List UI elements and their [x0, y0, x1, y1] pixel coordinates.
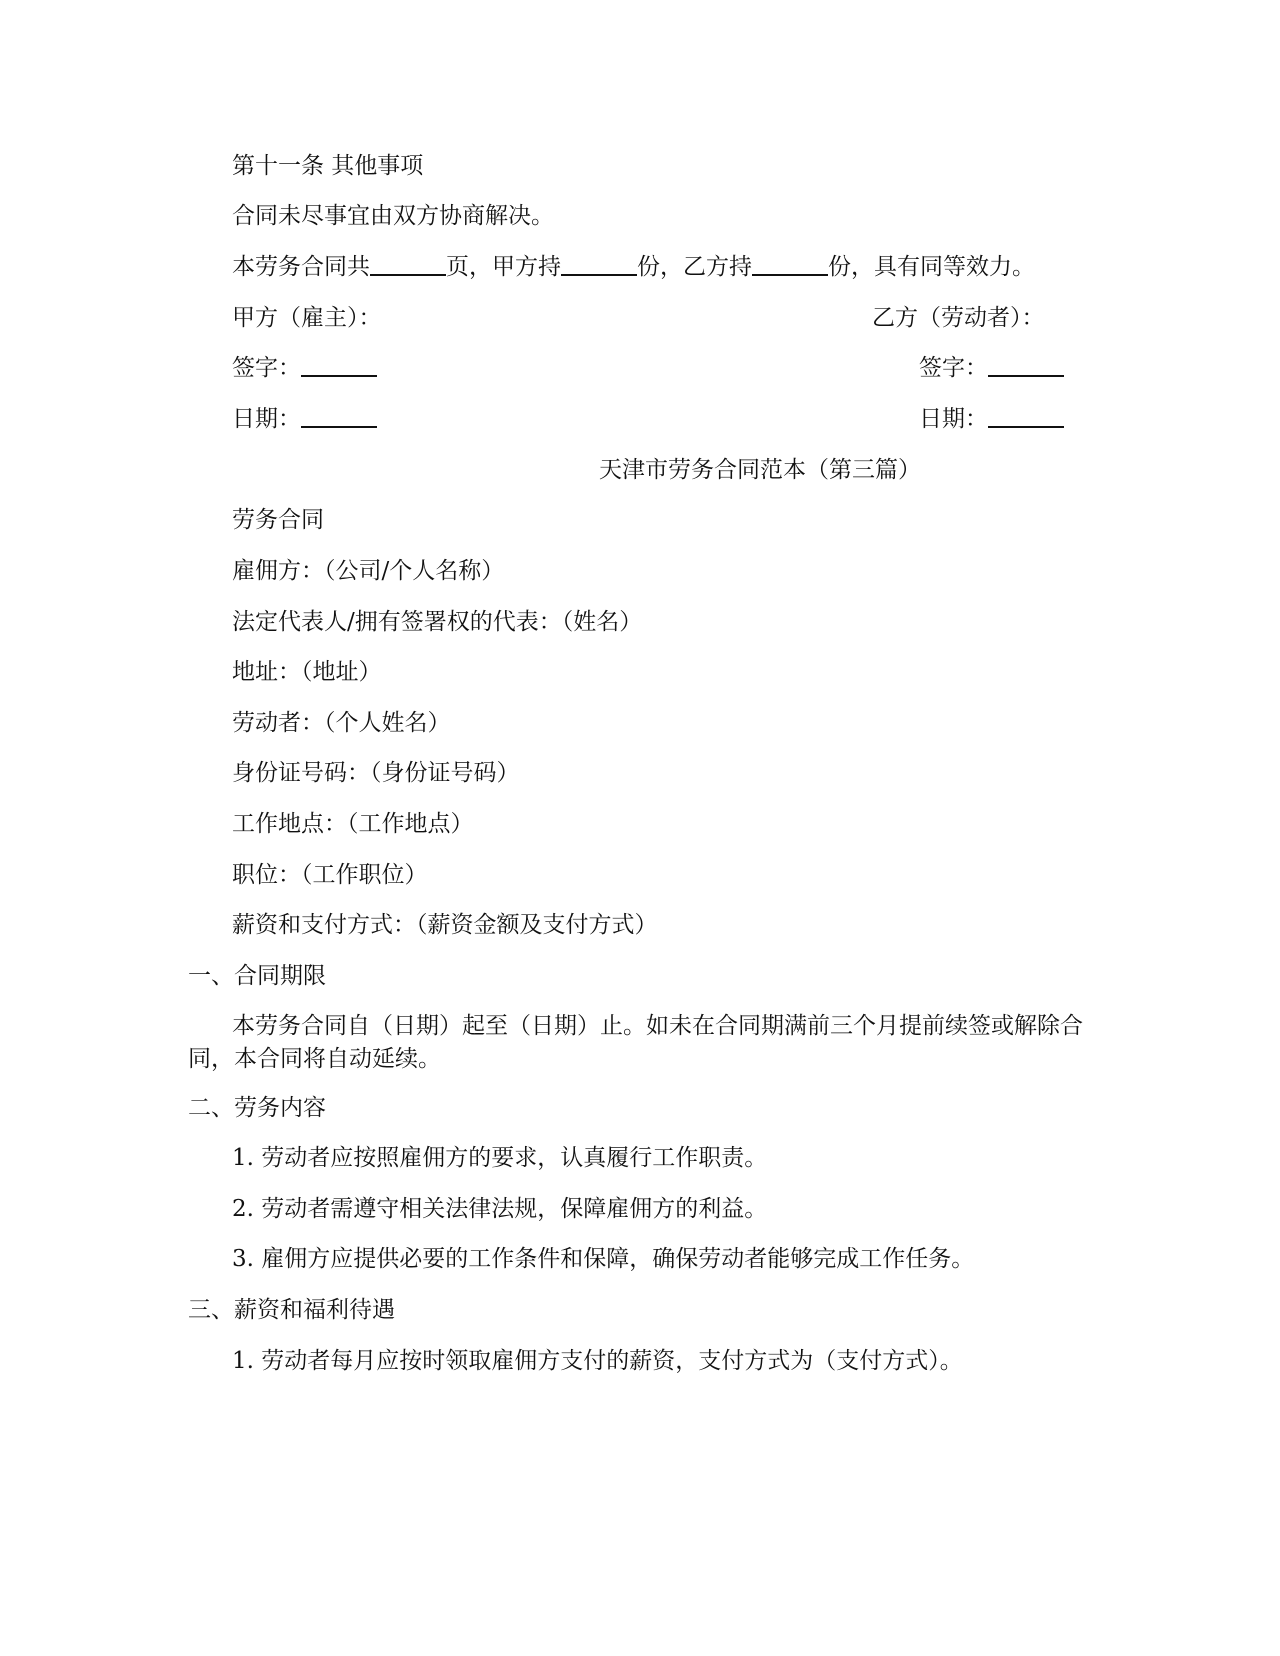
party-a-copies-blank [561, 252, 637, 276]
section-2-title: 二、劳务内容 [188, 1095, 326, 1121]
party-b-signature [919, 353, 1064, 383]
party-b-date [919, 404, 1064, 434]
section-2-item-3: 3. 雇佣方应提供必要的工作条件和保障，确保劳动者能够完成工作任务。 [232, 1246, 975, 1272]
copies-text-2: 页，甲方持 [446, 254, 561, 280]
party-b-sign-blank [988, 353, 1064, 377]
copies-text-3: 份，乙方持 [637, 254, 752, 280]
article-11-line1: 合同未尽事宜由双方协商解决。 [232, 203, 554, 229]
section-2-item-2: 2. 劳动者需遵守相关法律法规，保障雇佣方的利益。 [232, 1196, 768, 1222]
field-position: 职位：（工作职位） [232, 862, 428, 888]
field-work-location: 工作地点：（工作地点） [232, 811, 474, 837]
field-worker: 劳动者：（个人姓名） [232, 710, 451, 736]
section-1-paragraph: 本劳务合同自（日期）起至（日期）止。如未在合同期满前三个月提前续签或解除合同，本合同将自动延续。 [188, 1013, 1083, 1072]
contract-heading: 天津市劳务合同范本（第三篇） [599, 457, 921, 483]
section-1-title: 一、合同期限 [188, 963, 326, 989]
party-b-copies-blank [752, 252, 828, 276]
copies-statement [232, 252, 1035, 282]
party-a-sign-label: 签字： [232, 355, 301, 381]
copies-text-4: 份，具有同等效力。 [828, 254, 1035, 280]
party-b-sign-label: 签字： [919, 355, 988, 381]
field-employer: 雇佣方：（公司/个人名称） [232, 558, 505, 584]
field-legal-representative: 法定代表人/拥有签署权的代表：（姓名） [232, 609, 643, 635]
section-2-item-1: 1. 劳动者应按照雇佣方的要求，认真履行工作职责。 [232, 1145, 768, 1171]
party-b-date-label: 日期： [919, 406, 988, 432]
contract-doc-title: 劳务合同 [232, 507, 324, 533]
party-a-date-label: 日期： [232, 406, 301, 432]
party-a-sign-blank [301, 353, 377, 377]
field-id-number: 身份证号码：（身份证号码） [232, 760, 520, 786]
section-3-title: 三、薪资和福利待遇 [188, 1297, 395, 1323]
party-a-signature [232, 353, 377, 383]
article-11-title: 第十一条 其他事项 [232, 153, 424, 179]
page-count-blank [370, 252, 446, 276]
section-3-item-1: 1. 劳动者每月应按时领取雇佣方支付的薪资，支付方式为（支付方式）。 [232, 1348, 963, 1374]
party-a-label: 甲方（雇主）： [232, 305, 382, 331]
copies-text-1: 本劳务合同共 [232, 254, 370, 280]
field-salary-payment: 薪资和支付方式：（薪资金额及支付方式） [232, 912, 658, 938]
field-address: 地址：（地址） [232, 659, 382, 685]
party-a-date-blank [301, 404, 377, 428]
party-b-label: 乙方（劳动者）： [872, 305, 1045, 331]
party-b-date-blank [988, 404, 1064, 428]
party-a-date [232, 404, 377, 434]
